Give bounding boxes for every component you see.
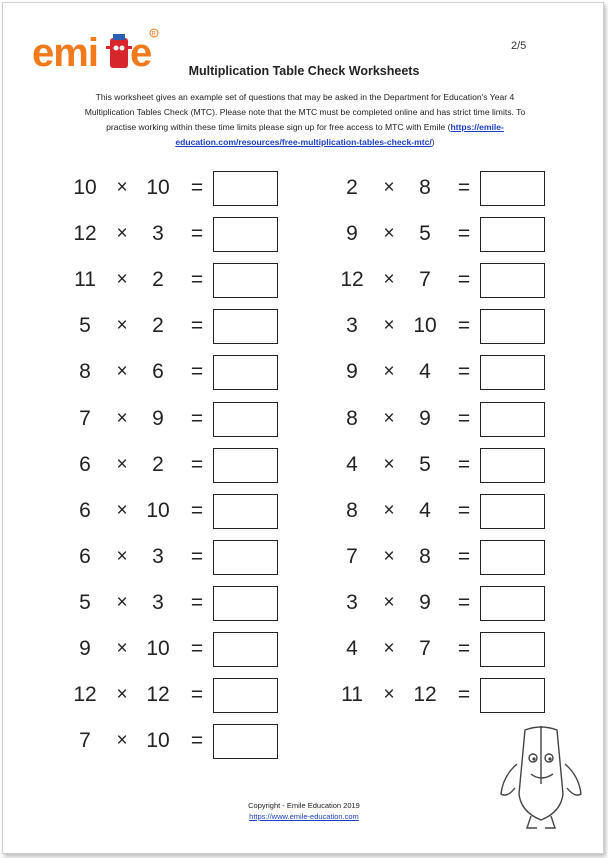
equals-sign: = — [457, 314, 471, 338]
equals-sign: = — [190, 637, 204, 660]
times-sign: × — [383, 223, 395, 245]
equals-sign: = — [190, 360, 204, 384]
question-row — [65, 217, 285, 251]
equals-sign: = — [457, 452, 471, 476]
equals-sign: = — [457, 498, 471, 522]
operand-b: 3 — [152, 590, 164, 614]
equals-sign: = — [190, 268, 204, 292]
operand-b: 6 — [152, 360, 164, 384]
equals-sign: = — [457, 683, 471, 707]
intro-close: ) — [431, 137, 435, 147]
answer-box[interactable] — [480, 217, 545, 252]
operand-b: 9 — [152, 406, 164, 430]
operand-a: 10 — [73, 176, 97, 199]
times-sign: × — [383, 177, 395, 198]
operand-b: 10 — [146, 498, 170, 522]
operand-b: 7 — [419, 268, 431, 292]
times-sign: × — [116, 453, 128, 475]
times-sign: × — [116, 591, 128, 613]
operand-b: 12 — [413, 683, 437, 707]
times-sign: × — [383, 453, 395, 475]
operand-a: 5 — [79, 314, 91, 338]
question-row — [65, 678, 285, 712]
answer-box[interactable] — [480, 402, 545, 437]
equals-sign: = — [457, 590, 471, 614]
answer-box[interactable] — [213, 309, 278, 344]
times-sign: × — [116, 499, 128, 521]
operand-b: 5 — [419, 222, 431, 246]
operand-a: 8 — [79, 360, 91, 384]
mascot-illustration — [497, 724, 585, 830]
answer-box[interactable] — [480, 632, 545, 667]
operand-b: 5 — [419, 452, 431, 476]
operand-a: 12 — [73, 683, 97, 707]
times-sign: × — [383, 499, 395, 521]
operand-a: 6 — [79, 498, 91, 522]
operand-a: 2 — [346, 176, 358, 199]
operand-a: 11 — [74, 268, 96, 292]
answer-box[interactable] — [480, 678, 545, 713]
times-sign: × — [116, 177, 128, 198]
question-row — [332, 171, 552, 205]
times-sign: × — [383, 638, 395, 659]
times-sign: × — [383, 591, 395, 613]
question-row — [65, 540, 285, 574]
operand-a: 4 — [346, 452, 358, 476]
operand-a: 9 — [346, 360, 358, 384]
equals-sign: = — [457, 637, 471, 660]
intro-text: This worksheet gives an example set of questions that may be asked in the Department for Education's Year 4 Multiplication Tables Check (MTC). Please note that the MTC must be completed online and has strict time limits. To practise working within these time limits please sign up for free access to MTC with Emile ( — [84, 92, 526, 132]
answer-box[interactable] — [480, 355, 545, 390]
operand-b: 10 — [413, 314, 437, 338]
operand-a: 6 — [79, 452, 91, 476]
answer-box[interactable] — [213, 355, 278, 390]
operand-b: 10 — [146, 176, 170, 199]
equals-sign: = — [190, 314, 204, 338]
equals-sign: = — [190, 544, 204, 568]
times-sign: × — [383, 684, 395, 706]
answer-box[interactable] — [480, 309, 545, 344]
answer-box[interactable] — [480, 494, 545, 529]
operand-a: 3 — [346, 590, 358, 614]
operand-a: 5 — [79, 590, 91, 614]
question-row — [65, 586, 285, 620]
equals-sign: = — [457, 268, 471, 292]
question-row — [65, 171, 285, 205]
operand-a: 7 — [79, 729, 91, 753]
equals-sign: = — [457, 406, 471, 430]
answer-box[interactable] — [480, 540, 545, 575]
answer-box[interactable] — [213, 586, 278, 621]
mtc-link[interactable]: https://emile-education.com/resources/free-multiplication-tables-check-mtc/ — [175, 122, 504, 147]
answer-box[interactable] — [213, 263, 278, 298]
equals-sign: = — [190, 498, 204, 522]
question-row — [332, 309, 552, 343]
page-number: 2/5 — [511, 40, 527, 52]
operand-b: 2 — [152, 314, 164, 338]
times-sign: × — [116, 223, 128, 245]
question-row — [332, 402, 552, 436]
question-row — [65, 355, 285, 389]
question-row — [65, 263, 285, 297]
operand-b: 8 — [419, 544, 431, 568]
equals-sign: = — [457, 176, 471, 199]
equals-sign: = — [457, 360, 471, 384]
answer-box[interactable] — [213, 171, 278, 206]
times-sign: × — [116, 730, 128, 752]
operand-b: 3 — [152, 544, 164, 568]
answer-box[interactable] — [213, 678, 278, 713]
operand-a: 4 — [346, 637, 358, 660]
question-row — [332, 355, 552, 389]
question-row — [65, 309, 285, 343]
svg-text:emi: emi — [32, 31, 98, 75]
times-sign: × — [383, 361, 395, 383]
footer-link[interactable]: https://www.emile-education.com — [249, 812, 359, 821]
operand-a: 3 — [346, 314, 358, 338]
equals-sign: = — [190, 176, 204, 199]
equals-sign: = — [190, 452, 204, 476]
operand-b: 9 — [419, 590, 431, 614]
answer-box[interactable] — [480, 171, 545, 206]
copyright-text: Copyright - Emile Education 2019 — [248, 801, 360, 810]
operand-a: 6 — [79, 544, 91, 568]
equals-sign: = — [457, 544, 471, 568]
question-row — [332, 494, 552, 528]
intro-paragraph — [80, 90, 530, 150]
times-sign: × — [116, 545, 128, 567]
operand-b: 10 — [146, 729, 170, 753]
question-row — [65, 724, 285, 758]
times-sign: × — [383, 269, 395, 291]
answer-box[interactable] — [213, 217, 278, 252]
operand-b: 2 — [152, 268, 164, 292]
times-sign: × — [116, 684, 128, 706]
svg-text:R: R — [151, 31, 156, 38]
answer-box[interactable] — [480, 448, 545, 483]
question-row — [65, 494, 285, 528]
times-sign: × — [383, 315, 395, 337]
equals-sign: = — [190, 683, 204, 707]
answer-box[interactable] — [480, 586, 545, 621]
times-sign: × — [116, 407, 128, 429]
operand-a: 9 — [79, 637, 91, 660]
times-sign: × — [116, 315, 128, 337]
operand-b: 4 — [419, 498, 431, 522]
answer-box[interactable] — [213, 632, 278, 667]
svg-text:e: e — [130, 31, 153, 75]
question-row — [332, 678, 552, 712]
question-row — [332, 217, 552, 251]
answer-box[interactable] — [213, 448, 278, 483]
operand-a: 7 — [79, 406, 91, 430]
operand-b: 12 — [146, 683, 170, 707]
times-sign: × — [116, 638, 128, 659]
times-sign: × — [116, 269, 128, 291]
page-title: Multiplication Table Check Worksheets — [188, 64, 420, 78]
question-row — [332, 586, 552, 620]
times-sign: × — [116, 361, 128, 383]
operand-b: 2 — [152, 452, 164, 476]
answer-box[interactable] — [213, 540, 278, 575]
operand-b: 7 — [419, 637, 431, 660]
equals-sign: = — [190, 222, 204, 246]
answer-box[interactable] — [213, 494, 278, 529]
operand-b: 9 — [419, 406, 431, 430]
operand-a: 8 — [346, 406, 358, 430]
operand-a: 9 — [346, 222, 358, 246]
question-row — [332, 263, 552, 297]
question-row — [65, 448, 285, 482]
times-sign: × — [383, 545, 395, 567]
operand-a: 12 — [73, 222, 97, 246]
equals-sign: = — [190, 406, 204, 430]
question-row — [65, 632, 285, 666]
times-sign: × — [383, 407, 395, 429]
equals-sign: = — [190, 729, 204, 753]
question-row — [332, 448, 552, 482]
operand-a: 12 — [340, 268, 364, 292]
operand-b: 3 — [152, 222, 164, 246]
operand-a: 8 — [346, 498, 358, 522]
operand-b: 4 — [419, 360, 431, 384]
question-row — [332, 632, 552, 666]
operand-a: 7 — [346, 544, 358, 568]
question-row — [332, 540, 552, 574]
question-row — [65, 402, 285, 436]
operand-b: 10 — [146, 637, 170, 660]
answer-box[interactable] — [213, 724, 278, 759]
answer-box[interactable] — [213, 402, 278, 437]
equals-sign: = — [190, 590, 204, 614]
operand-b: 8 — [419, 176, 431, 199]
answer-box[interactable] — [480, 263, 545, 298]
equals-sign: = — [457, 222, 471, 246]
operand-a: 11 — [341, 683, 363, 707]
